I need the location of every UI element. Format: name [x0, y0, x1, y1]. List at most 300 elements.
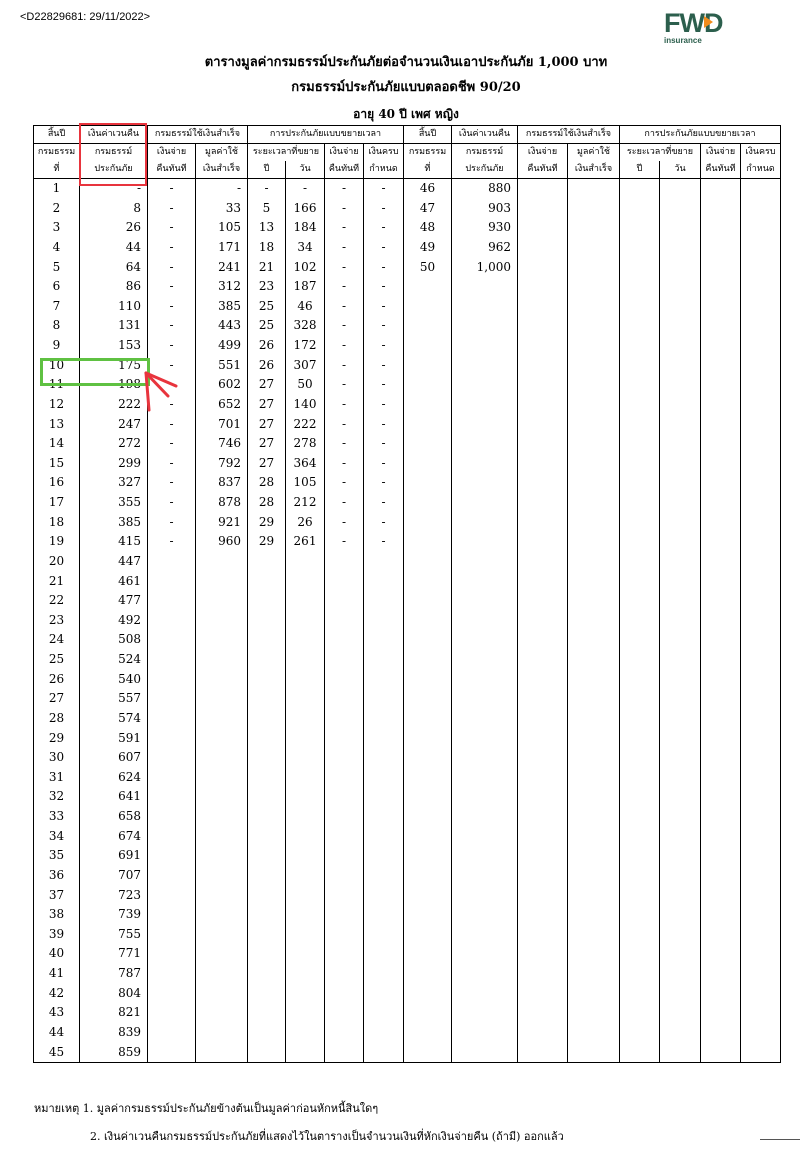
- table-cell: [701, 827, 741, 847]
- table-cell: [518, 179, 568, 199]
- table-cell: [518, 356, 568, 376]
- table-cell: [196, 748, 248, 768]
- header-ext-cash: เงินจ่าย: [701, 144, 741, 162]
- table-cell: [620, 886, 660, 906]
- table-cell: 17: [34, 493, 80, 513]
- table-cell: 602: [196, 375, 248, 395]
- table-cell: 26: [248, 336, 286, 356]
- table-cell: 821: [80, 1003, 148, 1023]
- table-cell: [568, 984, 620, 1004]
- table-cell: [741, 415, 781, 435]
- table-cell: [568, 513, 620, 533]
- table-cell: [452, 1023, 518, 1043]
- table-cell: [620, 552, 660, 572]
- table-row: [34, 277, 781, 297]
- table-cell: [620, 787, 660, 807]
- table-cell: [248, 905, 286, 925]
- table-cell: 212: [286, 493, 325, 513]
- table-cell: -: [364, 415, 404, 435]
- table-cell: 701: [196, 415, 248, 435]
- table-row: [34, 572, 781, 592]
- table-row: [34, 729, 781, 749]
- table-cell: 787: [80, 964, 148, 984]
- table-cell: [701, 905, 741, 925]
- table-cell: 658: [80, 807, 148, 827]
- table-cell: [620, 375, 660, 395]
- table-cell: [148, 1003, 196, 1023]
- table-cell: [364, 964, 404, 984]
- table-cell: [196, 925, 248, 945]
- table-cell: -: [148, 395, 196, 415]
- table-cell: [148, 611, 196, 631]
- table-cell: [452, 944, 518, 964]
- table-cell: 28: [34, 709, 80, 729]
- table-cell: -: [325, 375, 364, 395]
- table-cell: 272: [80, 434, 148, 454]
- table-row: [34, 827, 781, 847]
- table-cell: [568, 905, 620, 925]
- table-row: [34, 513, 781, 533]
- table-cell: [286, 709, 325, 729]
- table-cell: [404, 729, 452, 749]
- table-cell: [196, 886, 248, 906]
- header-ext-days: วัน: [286, 161, 325, 179]
- table-cell: 32: [34, 787, 80, 807]
- table-cell: [568, 395, 620, 415]
- table-cell: 837: [196, 473, 248, 493]
- table-cell: 247: [80, 415, 148, 435]
- table-cell: -: [364, 316, 404, 336]
- table-cell: [148, 591, 196, 611]
- table-cell: [568, 591, 620, 611]
- table-cell: [248, 650, 286, 670]
- table-cell: [568, 944, 620, 964]
- table-cell: [196, 807, 248, 827]
- table-cell: -: [325, 218, 364, 238]
- table-cell: [620, 238, 660, 258]
- header-cash-value: เงินค่าเวนคืน: [80, 126, 148, 144]
- table-cell: [404, 532, 452, 552]
- table-cell: [660, 925, 701, 945]
- table-cell: [452, 729, 518, 749]
- year-10-row-highlight: [40, 358, 150, 386]
- table-cell: [701, 944, 741, 964]
- table-cell: [404, 984, 452, 1004]
- table-cell: 551: [196, 356, 248, 376]
- table-cell: [741, 513, 781, 533]
- table-cell: -: [148, 316, 196, 336]
- table-cell: [452, 807, 518, 827]
- table-cell: [404, 375, 452, 395]
- table-cell: [452, 925, 518, 945]
- table-cell: [660, 729, 701, 749]
- table-cell: [364, 552, 404, 572]
- table-cell: [248, 709, 286, 729]
- table-cell: 1: [34, 179, 80, 199]
- table-cell: [660, 807, 701, 827]
- table-cell: [620, 729, 660, 749]
- table-cell: [741, 866, 781, 886]
- table-cell: [148, 572, 196, 592]
- table-cell: -: [148, 238, 196, 258]
- table-cell: 557: [80, 689, 148, 709]
- table-cell: [248, 827, 286, 847]
- table-cell: 41: [34, 964, 80, 984]
- table-cell: [452, 611, 518, 631]
- table-cell: [518, 866, 568, 886]
- table-cell: -: [364, 513, 404, 533]
- table-cell: [660, 611, 701, 631]
- header-ext-cash: คืนทันที: [701, 161, 741, 179]
- table-cell: 37: [34, 886, 80, 906]
- table-cell: [286, 944, 325, 964]
- table-cell: [701, 395, 741, 415]
- table-cell: [518, 650, 568, 670]
- table-cell: [286, 1003, 325, 1023]
- table-cell: [701, 748, 741, 768]
- table-cell: [620, 925, 660, 945]
- table-cell: [701, 611, 741, 631]
- table-cell: [741, 709, 781, 729]
- table-cell: 15: [34, 454, 80, 474]
- table-cell: [741, 925, 781, 945]
- table-cell: [286, 787, 325, 807]
- table-cell: [518, 513, 568, 533]
- table-cell: [404, 493, 452, 513]
- plan-title: กรมธรรม์ประกันภัยแบบตลอดชีพ 90/20: [291, 80, 521, 95]
- table-cell: [620, 591, 660, 611]
- table-cell: [325, 670, 364, 690]
- table-cell: [404, 591, 452, 611]
- table-cell: [741, 1003, 781, 1023]
- table-cell: [660, 768, 701, 788]
- table-cell: [741, 454, 781, 474]
- table-cell: -: [148, 179, 196, 199]
- table-cell: [452, 532, 518, 552]
- table-cell: [620, 964, 660, 984]
- table-cell: 607: [80, 748, 148, 768]
- table-cell: [660, 532, 701, 552]
- table-cell: 31: [34, 768, 80, 788]
- table-cell: -: [148, 415, 196, 435]
- table-cell: 27: [34, 689, 80, 709]
- table-cell: 187: [286, 277, 325, 297]
- table-row: [34, 199, 781, 219]
- table-cell: [568, 473, 620, 493]
- table-cell: [364, 650, 404, 670]
- table-cell: 461: [80, 572, 148, 592]
- table-cell: -: [325, 513, 364, 533]
- table-cell: [620, 611, 660, 631]
- table-row: [34, 591, 781, 611]
- table-cell: [325, 748, 364, 768]
- table-row: [34, 297, 781, 317]
- table-cell: [286, 572, 325, 592]
- table-cell: [452, 434, 518, 454]
- table-cell: [701, 179, 741, 199]
- play-triangle-icon: [704, 16, 713, 28]
- table-cell: [452, 787, 518, 807]
- table-cell: [518, 729, 568, 749]
- table-cell: [148, 886, 196, 906]
- table-cell: [364, 572, 404, 592]
- table-cell: [518, 258, 568, 278]
- table-cell: [404, 768, 452, 788]
- table-cell: [741, 552, 781, 572]
- table-cell: 25: [248, 316, 286, 336]
- table-cell: [741, 258, 781, 278]
- table-cell: [404, 277, 452, 297]
- table-cell: [452, 768, 518, 788]
- table-cell: [660, 787, 701, 807]
- table-cell: [196, 591, 248, 611]
- table-cell: 166: [286, 199, 325, 219]
- header-year: สิ้นปี: [34, 126, 80, 144]
- table-cell: [364, 905, 404, 925]
- table-cell: -: [325, 415, 364, 435]
- table-cell: [660, 473, 701, 493]
- table-cell: [741, 964, 781, 984]
- table-cell: [620, 258, 660, 278]
- table-cell: 364: [286, 454, 325, 474]
- table-cell: 723: [80, 886, 148, 906]
- table-cell: [196, 846, 248, 866]
- table-cell: [620, 827, 660, 847]
- table-row: [34, 1003, 781, 1023]
- table-cell: -: [364, 434, 404, 454]
- table-cell: [248, 552, 286, 572]
- table-cell: 707: [80, 866, 148, 886]
- table-cell: 962: [452, 238, 518, 258]
- table-cell: [660, 552, 701, 572]
- table-cell: [404, 454, 452, 474]
- table-cell: [196, 1043, 248, 1063]
- table-cell: [404, 670, 452, 690]
- table-cell: 755: [80, 925, 148, 945]
- table-cell: 23: [34, 611, 80, 631]
- table-row: [34, 552, 781, 572]
- table-cell: [660, 375, 701, 395]
- table-cell: [660, 297, 701, 317]
- table-cell: [741, 944, 781, 964]
- table-cell: [518, 297, 568, 317]
- table-cell: 20: [34, 552, 80, 572]
- table-cell: [741, 611, 781, 631]
- table-cell: [701, 552, 741, 572]
- table-row: [34, 984, 781, 1004]
- table-cell: [452, 356, 518, 376]
- table-cell: 25: [248, 297, 286, 317]
- table-cell: [660, 944, 701, 964]
- table-cell: [568, 827, 620, 847]
- table-cell: [568, 611, 620, 631]
- table-cell: -: [196, 179, 248, 199]
- table-cell: [518, 787, 568, 807]
- table-cell: [518, 316, 568, 336]
- table-cell: [741, 532, 781, 552]
- table-cell: [148, 807, 196, 827]
- table-cell: [404, 415, 452, 435]
- table-cell: [404, 944, 452, 964]
- table-cell: [518, 905, 568, 925]
- header-cash-value: กรมธรรม์: [80, 144, 148, 162]
- table-cell: 3: [34, 218, 80, 238]
- table-cell: 43: [34, 1003, 80, 1023]
- table-cell: -: [325, 238, 364, 258]
- table-cell: 385: [196, 297, 248, 317]
- table-cell: 47: [404, 199, 452, 219]
- table-cell: [286, 552, 325, 572]
- table-cell: [404, 297, 452, 317]
- table-cell: [568, 709, 620, 729]
- table-cell: [325, 964, 364, 984]
- table-cell: 739: [80, 905, 148, 925]
- table-row: [34, 964, 781, 984]
- table-cell: [660, 866, 701, 886]
- table-cell: [741, 827, 781, 847]
- table-cell: [741, 473, 781, 493]
- table-cell: [701, 513, 741, 533]
- table-cell: -: [364, 493, 404, 513]
- table-cell: [452, 375, 518, 395]
- table-cell: [701, 807, 741, 827]
- table-cell: [518, 238, 568, 258]
- table-cell: [568, 689, 620, 709]
- table-cell: [148, 768, 196, 788]
- table-cell: [518, 846, 568, 866]
- table-cell: [660, 218, 701, 238]
- table-cell: [568, 572, 620, 592]
- table-cell: [364, 748, 404, 768]
- table-cell: [701, 532, 741, 552]
- table-cell: [701, 689, 741, 709]
- table-cell: -: [325, 434, 364, 454]
- table-cell: [701, 886, 741, 906]
- table-cell: [325, 866, 364, 886]
- table-cell: [518, 670, 568, 690]
- footnote-1: หมายเหตุ 1. มูลค่ากรมธรรม์ประกันภัยข้างต้นเป็นมูลค่าก่อนหักหนี้สินใดๆ: [34, 1102, 379, 1115]
- table-cell: [568, 925, 620, 945]
- table-cell: [325, 591, 364, 611]
- table-cell: [701, 846, 741, 866]
- table-cell: [148, 984, 196, 1004]
- table-cell: [452, 689, 518, 709]
- table-cell: 28: [248, 473, 286, 493]
- table-cell: [568, 434, 620, 454]
- table-cell: [404, 395, 452, 415]
- table-cell: [660, 199, 701, 219]
- table-cell: 652: [196, 395, 248, 415]
- table-cell: -: [325, 297, 364, 317]
- table-cell: 7: [34, 297, 80, 317]
- table-cell: 921: [196, 513, 248, 533]
- table-cell: [286, 591, 325, 611]
- table-cell: -: [325, 336, 364, 356]
- table-cell: 8: [80, 199, 148, 219]
- table-cell: [660, 179, 701, 199]
- table-cell: 574: [80, 709, 148, 729]
- table-cell: [620, 218, 660, 238]
- table-cell: [404, 650, 452, 670]
- header-year: ที่: [34, 161, 80, 179]
- table-cell: 524: [80, 650, 148, 670]
- table-cell: [568, 670, 620, 690]
- table-cell: [325, 1003, 364, 1023]
- table-cell: 641: [80, 787, 148, 807]
- table-cell: [196, 905, 248, 925]
- table-cell: -: [325, 395, 364, 415]
- table-cell: [701, 984, 741, 1004]
- table-cell: [701, 1003, 741, 1023]
- table-cell: [660, 709, 701, 729]
- table-cell: [248, 748, 286, 768]
- table-cell: [452, 336, 518, 356]
- table-cell: 16: [34, 473, 80, 493]
- table-cell: 26: [286, 513, 325, 533]
- table-cell: 12: [34, 395, 80, 415]
- table-cell: [248, 572, 286, 592]
- table-cell: -: [148, 532, 196, 552]
- table-cell: [701, 1043, 741, 1063]
- table-cell: [148, 748, 196, 768]
- table-cell: [620, 179, 660, 199]
- table-cell: [741, 434, 781, 454]
- table-cell: [148, 689, 196, 709]
- table-cell: 86: [80, 277, 148, 297]
- document-id: <D22829681: 29/11/2022>: [20, 11, 151, 23]
- table-cell: -: [364, 277, 404, 297]
- table-cell: [364, 984, 404, 1004]
- table-cell: [452, 964, 518, 984]
- table-row: [34, 454, 781, 474]
- table-cell: [620, 944, 660, 964]
- table-cell: 261: [286, 532, 325, 552]
- header-ext-days: วัน: [660, 161, 701, 179]
- table-cell: 878: [196, 493, 248, 513]
- table-cell: 102: [286, 258, 325, 278]
- table-cell: [701, 454, 741, 474]
- table-cell: 23: [248, 277, 286, 297]
- table-row: [34, 787, 781, 807]
- table-cell: [404, 846, 452, 866]
- table-row: [34, 1023, 781, 1043]
- header-paidup-group: กรมธรรม์ใช้เงินสำเร็จ: [518, 126, 620, 144]
- cash-value-header-highlight: [79, 123, 147, 186]
- table-cell: [404, 807, 452, 827]
- table-cell: [404, 689, 452, 709]
- page-corner-mark: [760, 1139, 800, 1140]
- table-cell: 30: [34, 748, 80, 768]
- table-cell: -: [325, 454, 364, 474]
- table-cell: [325, 984, 364, 1004]
- table-cell: [452, 748, 518, 768]
- header-paidup-cash: คืนทันที: [518, 161, 568, 179]
- table-cell: -: [364, 238, 404, 258]
- table-cell: [196, 866, 248, 886]
- table-cell: -: [364, 179, 404, 199]
- table-cell: 24: [34, 630, 80, 650]
- table-cell: [620, 336, 660, 356]
- table-cell: [568, 787, 620, 807]
- header-year: กรมธรรม: [404, 144, 452, 162]
- table-cell: [364, 670, 404, 690]
- table-cell: [741, 238, 781, 258]
- table-cell: [701, 473, 741, 493]
- table-cell: -: [325, 473, 364, 493]
- table-cell: [452, 316, 518, 336]
- table-cell: [620, 807, 660, 827]
- table-cell: 110: [80, 297, 148, 317]
